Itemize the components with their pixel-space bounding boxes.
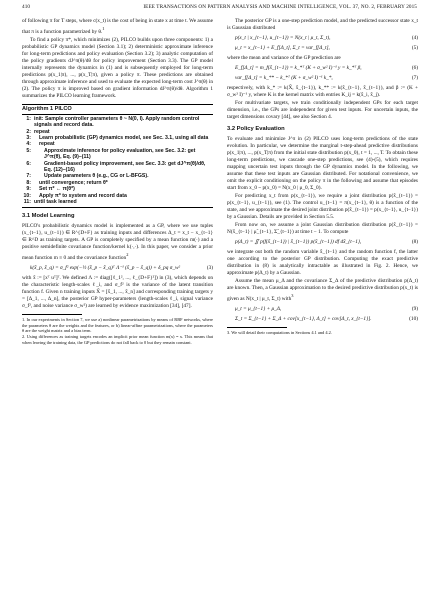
algorithm-line: 4: repeat xyxy=(26,141,55,148)
footnote: 3. We will detail their computations in Sections 4.1 and 4.2. xyxy=(227,329,332,335)
equation xyxy=(30,265,213,272)
footnote-rule xyxy=(22,314,82,315)
paragraph: For multivariate targets, we train conditionally independent GPs for each target dimension, i.e., the GPs are independent for given test inputs. For uncertain inputs, the target dimensions covary [44], see also Section 4. xyxy=(227,100,418,120)
equation-body: Σ_t = Σ_{t−1} + Σ_Δ + cov[x_{t−1}, Δ_t] + cov[Δ_t, x_{t−1}]. xyxy=(235,315,372,322)
paragraph: where the mean and variance of the GP prediction are xyxy=(227,55,341,61)
algorithm-box xyxy=(22,104,213,209)
algorithm-title: Algorithm 1 PILCO xyxy=(22,106,213,115)
algorithm-line: 9: Set π* ← π(θ*) xyxy=(26,186,75,193)
footnote-rule xyxy=(227,327,287,328)
algorithm-line: 6: Gradient-based policy improvement, see Sec. 3.3: get dJ^π(θ)/dθ, Eq. (12)–(16) xyxy=(26,160,206,174)
paragraph: From now on, we assume a joint Gaussian distribution distribution p(x̃_{t−1}) = N(x̃_{t−1} | μ̃_{t−1}, Σ̃_{t−1}) at time t − 1. To compute xyxy=(227,222,418,235)
algorithm-line: 11: until task learned xyxy=(23,199,77,206)
equation-body: p(Δ_t) = ∬ p(f(x̃_{t−1}) | x̃_{t−1}) p(x̃_{t−1}) df dx̃_{t−1}, xyxy=(235,239,362,245)
algorithm-line: 1: init: Sample controller parameters θ ~ N(0, I). Apply random control signals and record data. xyxy=(26,115,200,129)
footnote-ref: 2 xyxy=(126,252,129,258)
equation-body: μ_t = μ_{t−1} + μ_Δ, xyxy=(235,305,282,312)
running-header xyxy=(22,4,417,14)
equation-number: (6) xyxy=(411,65,418,71)
paragraph: Assume the mean μ_Δ and the covariance Σ_Δ of the predictive distribution p(Δ_t) are known. Then, a Gaussian approximation to the desired predictive distribution p(x_t) is given as N(x_t | μ_t, Σ_t) with$^3$ xyxy=(227,278,418,302)
paragraph: To find a policy π*, which minimizes (2), PILCO builds upon three components: 1) a probabilistic GP dynamics model (Section 3.1); 2) deterministic approximate inference for long-term predictions and policy evaluation (Section 3.2); 3) analytic computation of the policy gradients dJ^π(θ)/dθ for policy improvement (Section 3.3). The GP model internally represents the dynamics in (1) and is subsequently employed for long-term predictions p(x_1|π), ..., p(x_T|π), given a policy π. These predictions are obtained through approximate inference and used to evaluate the expected long-term cost J^π(θ) in (2). The policy π is improved based on gradient information dJ^π(θ)/dθ. Algorithm 1 summarizes the PILCO learning framework. xyxy=(22,36,213,99)
equation xyxy=(235,316,418,323)
equation xyxy=(235,65,418,72)
equation-number: (3) xyxy=(206,265,213,272)
section-heading: 3.2 Policy Evaluation xyxy=(227,126,285,132)
equation-number: (5) xyxy=(411,45,418,51)
equation xyxy=(235,35,418,42)
equation-number: (9) xyxy=(411,305,418,312)
algorithm-line: 8: until convergence; return θ* xyxy=(26,179,108,186)
paragraph: respectively, with k_* := k(X̃, x̃_{t−1}), k_** := k(x̃_{t−1}, x̃_{t−1}), and β := (K + σ_w² I)⁻¹ y, where K is the kernel matrix with entries K_ij = k(x̃_i, x̃_j). xyxy=(227,85,418,98)
equation-body: k(x̃_p, x̃_q) = σ_f² exp(−½ (x̃_p − x̃_q)ᵀ Λ⁻¹ (x̃_p − x̃_q)) + δ_pq σ_w² xyxy=(30,265,181,272)
equation-body: μ_t = x_{t−1} + E_f[Δ_t], Σ_t = var_f[Δ_t], xyxy=(235,45,330,51)
footnote-ref: 3 xyxy=(291,293,294,298)
equation-body: E_f[Δ_t] = m_f(x̃_{t−1}) = k_*ᵀ (K + σ_w² I)⁻¹ y = k_*ᵀ β, xyxy=(235,65,362,71)
equation-body: var_f[Δ_t] = k_** − k_*ᵀ (K + σ_w² I)⁻¹ k_*, xyxy=(235,75,333,81)
algorithm-line: 7: Update parameters θ (e.g., CG or L-BFGS). xyxy=(26,173,149,180)
equation-number: (4) xyxy=(411,35,418,41)
equation xyxy=(235,239,418,246)
equation-number: (7) xyxy=(411,75,418,81)
section-heading: 3.1 Model Learning xyxy=(22,213,75,220)
paragraph: with x̃ := [xᵀ uᵀ]ᵀ. We defined Λ := diag([ℓ_1², ..., ℓ_{D+F}²]) in (3), which depends on the characteristic length-scales ℓ_i, and σ_f² is the variance of the latent transition function f. Given n training inputs X̃ = [x̃_1, ..., x̃_n] and corresponding training targets y = [Δ_1, ..., Δ_n], the posterior GP hyper-parameters (length-scales ℓ_i, signal variance σ_f², and noise variance σ_w²) are learned by evidence maximization [34], [47]. xyxy=(22,275,213,310)
footnote: 1. In our experiments in Section 7, we use a) nonlinear parametrizations by means of RBF networks, where the parameters θ are the weights and the features, or b) linear-affine parametrizations, where the parameters θ are the weight matrix and a bias term. xyxy=(22,317,213,334)
equation-body: p(x_t | x_{t−1}, u_{t−1}) = N(x_t | μ_t, Σ_t), xyxy=(235,35,331,41)
algorithm-line: 5: Approximate inference for policy evaluation, see Sec. 3.2: get J^π(θ), Eq. (9)–(11) xyxy=(26,147,196,161)
footnote-ref: 1 xyxy=(102,26,105,31)
paragraph: To evaluate and minimize J^π in (2) PILCO uses long-term predictions of the state evolution. In particular, we determine the marginal t-step-ahead predictive distributions p(x_1|π), ..., p(x_T|π) from the initial state distribution p(x_0), t = 1, ..., T. To obtain these long-term predictions, we cascade one-step predictions, see (4)-(5), which requires mapping uncertain test inputs through the GP dynamics model. In the following, we assume that these test inputs are Gaussian distributed. For notational convenience, we omit the explicit conditioning on the policy π in the following and assume that episodes start from x_0 ~ p(x_0) = N(x_0 | μ_0, Σ_0). xyxy=(227,136,418,191)
left-column xyxy=(22,18,213,346)
equation xyxy=(235,45,418,52)
paragraph: we integrate out both the random variable x̃_{t−1} and the random function f, the latter one according to the posterior GP distribution. Computing the exact predictive distribution in (8) is analytically intractable as illustrated in Fig. 2. Hence, we approximate p(Δ_t) by a Gaussian. xyxy=(227,249,418,276)
equation-number: (8) xyxy=(411,239,418,245)
paragraph: For predicting x_t from p(x_{t−1}), we require a joint distribution p(x̃_{t−1}) = p(x_{t−1}, u_{t−1}), see (1). The control u_{t−1} = π(x_{t−1}, θ) is a function of the state, and we approximate the desired joint distribution p(x̃_{t−1}) = p(x_{t−1}, u_{t−1}) by a Gaussian. Details are provided in Section 5.5. xyxy=(227,193,418,220)
equation-number: (10) xyxy=(409,315,418,322)
journal-title: IEEE TRANSACTIONS ON PATTERN ANALYSIS AND MACHINE INTELLIGENCE, VOL. 37, NO. 2, FEBRUARY 2015 xyxy=(143,4,417,10)
paragraph: The posterior GP is a one-step prediction model, and the predicted successor state x_t is Gaussian distributed xyxy=(227,18,418,31)
page-number: 410 xyxy=(22,4,31,10)
algorithm-line: 10: Apply π* to system and record data xyxy=(23,192,127,199)
equation xyxy=(235,75,418,82)
paragraph: of following π for T steps, where c(x_t) is the cost of being in state x at time t. We assume that π is a function parametrized by θ.$^1$ xyxy=(22,18,213,35)
equation xyxy=(235,306,418,313)
right-column xyxy=(227,18,418,336)
footnote: 2. Using differences as training targets encodes an implicit prior mean function m(x) = x. This means that when leaving the training data, the GP predictions do not fall back to 0 but they remain constant. xyxy=(22,334,213,345)
algorithm-line: 3: Learn probabilistic (GP) dynamics model, see Sec. 3.1, using all data xyxy=(26,134,209,141)
algorithm-line: 2: repeat xyxy=(26,128,50,135)
paragraph: PILCO's probabilistic dynamics model is implemented as a GP, where we use tuples (x_{t−1}, u_{t−1}) ∈ R^{D+F} as training inputs and differences Δ_t = x_t − x_{t−1} ∈ R^D as training targets. A GP is completely specified by a mean function m(·) and a positive semidefinite covariance function/kernel k(·,·). In this paper, we consider a prior mean function m ≡ 0 and the covariance function$^2$ xyxy=(22,223,213,262)
